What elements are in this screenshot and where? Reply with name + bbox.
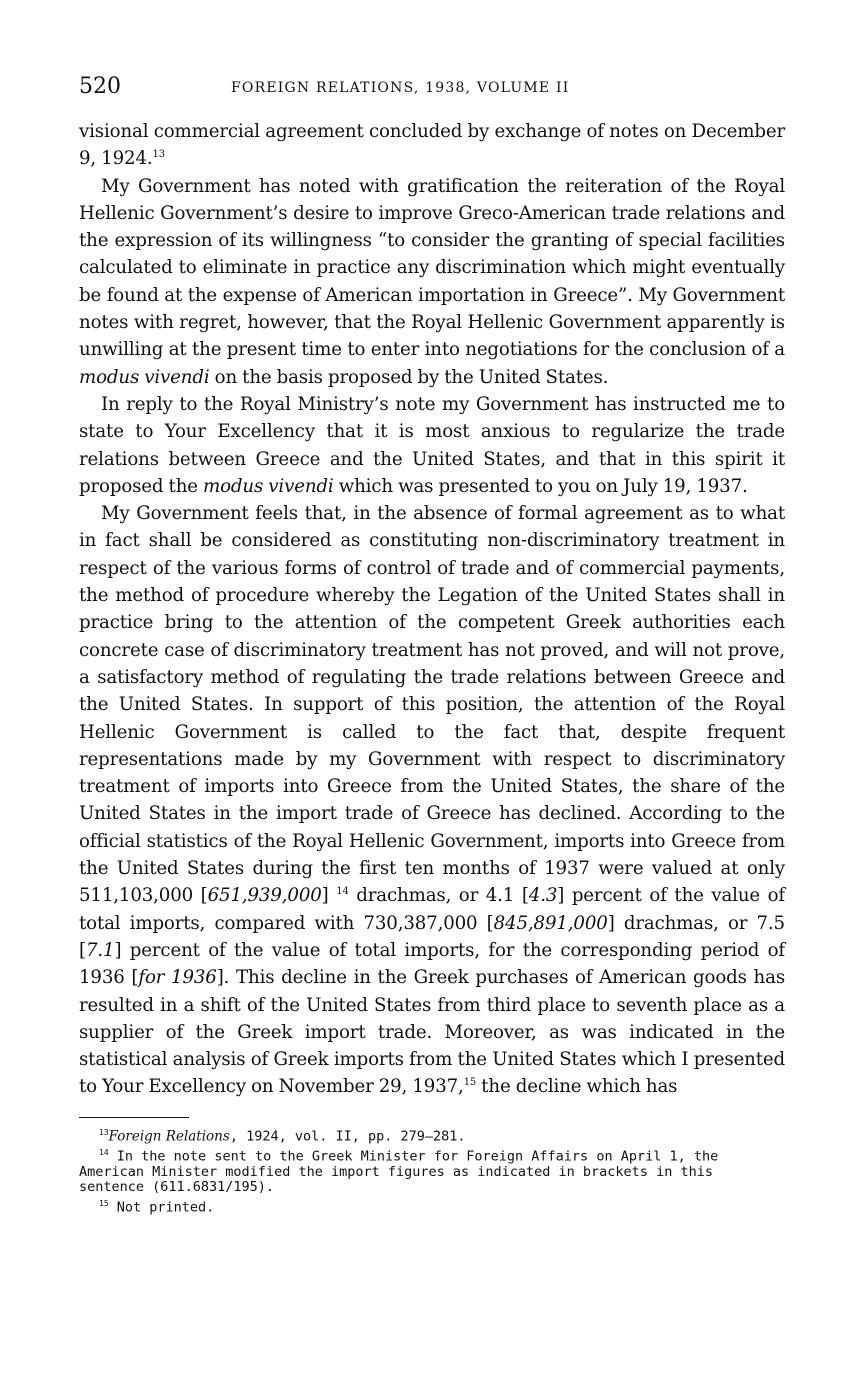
bracket-figure: 845,891,000 <box>493 912 608 934</box>
bracket-figure: 7.1 <box>85 939 115 961</box>
footnote-ref-14: 14 <box>336 886 349 898</box>
footnote-15: $^{15}$ Not printed. <box>99 1199 215 1216</box>
footnote-13: $^{13}$Foreign Relations, 1924, vol. II, pp. 279–281. <box>99 1127 466 1145</box>
page-header <box>79 74 785 104</box>
paragraph-3: In reply to the Royal Ministry’s note my Government has instructed me to state to Your Excellency that it is most anxious to regularize the trade relations between Greece and the United States, and that in this spirit it proposed the modus vivendi which was presented to you on July 19, 1937. <box>79 393 785 497</box>
footnote-divider <box>79 1117 189 1118</box>
document-page <box>79 74 785 1216</box>
body-text <box>79 118 785 1101</box>
footnotes <box>79 1125 785 1216</box>
footnote-14: $^{14}$ In the note sent to the Greek Minister for Foreign Affairs on April 1, the American Minister modified the import figures as indicated in brackets in this sentence (611.6831/195). <box>79 1147 719 1196</box>
bracket-figure: 4.3 <box>528 885 558 907</box>
italic-term: modus vivendi <box>79 366 210 388</box>
italic-term: modus vivendi <box>203 475 334 497</box>
bracket-figure: for 1936 <box>138 967 217 989</box>
footnote-ref-13: 13 <box>152 149 165 161</box>
footnote-ref-15: 15 <box>463 1077 477 1089</box>
paragraph-1: visional commercial agreement concluded by exchange of notes on December 9, 1924.13 <box>79 121 785 170</box>
paragraph-4: My Government feels that, in the absence of formal agreement as to what in fact shall be considered as constituting non-discriminatory treatment in respect of the various forms of control of trade and of commercial payments, the method of procedure whereby the Legation of the United States shall in practice bring to the attention of the competent Greek authorities each concrete case of discriminatory treatment has not proved, and will not prove, a satisfactory method of regulating the trade relations between Greece and the United States. In support of this position, the attention of the Royal Hellenic Government is called to the fact that, despite frequent representations made by my Government with respect to discriminatory treatment of imports into Greece from the United States, the share of the United States in the import trade of Greece has declined. According to the official statistics of the Royal Hellenic Government, imports into Greece from the United States during the first ten months of 1937 were valued at only 511,103,000 [651,939,000] $^{14}$ drachmas, or 4.1 [4.3] percent of the value of total imports, compared with 730,387,000 [845,891,000] drachmas, or 7.5 [7.1] percent of the value of total imports, for the corresponding period of 1936 [for 1936]. This decline in the Greek purchases of American goods has resulted in a shift of the United States from third place to seventh place as a supplier of the Greek import trade. Moreover, as was indicated in the statistical analysis of Greek imports from the United States which I presented to Your Excellency on November 29, 1937,15 the decline which has <box>79 503 786 1098</box>
running-head: FOREIGN RELATIONS, 1938, VOLUME II <box>231 80 570 96</box>
page-number: 520 <box>79 74 121 99</box>
paragraph-2: My Government has noted with gratification the reiteration of the Royal Hellenic Government’s desire to improve Greco-American trade relations and the expression of its willingness “to consider the granting of special facilities calculated to eliminate in practice any discrimination which might eventually be found at the expense of American importation in Greece”. My Government notes with regret, however, that the Royal Hellenic Government apparently is unwilling at the present time to enter into negotiations for the conclusion of a modus vivendi on the basis proposed by the United States. <box>79 175 785 388</box>
bracket-figure: 651,939,000 <box>207 885 322 907</box>
